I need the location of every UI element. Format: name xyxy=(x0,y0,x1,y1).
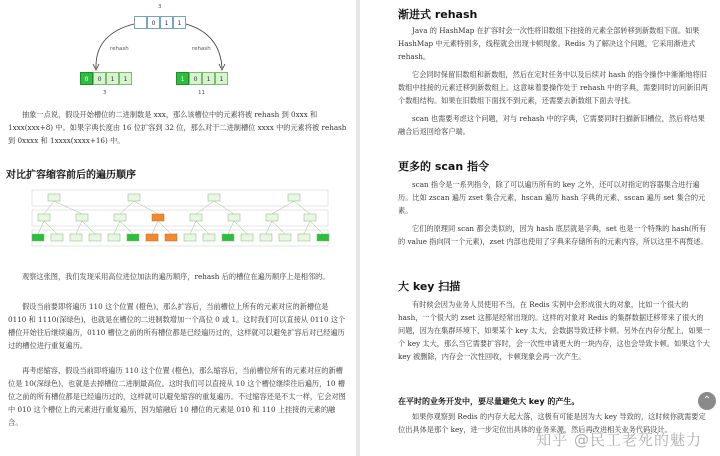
traversal-slot xyxy=(208,194,220,201)
rehash-explain-paragraph: 抽象一点说，假设开始槽位的二进制数是 xxx，那么该槽位中的元素将被 rehash 到 0xxx 和 1xxx(xxx+8) 中。如果字典长度由 16 位扩容到 32 位，那么对于二进制槽位 xxxx 中的元素将被 rehash 到 0xxxx 和 1xxxx(xxxx+16) 中。 xyxy=(8,110,347,145)
top-cell: 1 xyxy=(173,16,186,29)
traversal-slot xyxy=(146,234,158,241)
traversal-slot xyxy=(38,214,50,221)
traversal-slot xyxy=(51,234,63,241)
heading-progressive-rehash: 渐进式 rehash xyxy=(398,8,478,21)
scan-family-paragraph: scan 指令是一系列指令，除了可以遍历所有的 key 之外，还可以对指定的容器集合进行遍历。比如 zscan 遍历 zset 集合元素，hscan 遍历 hash 字典的元素、sscan 遍历 set 集合的元素。 xyxy=(398,180,706,215)
observe-paragraph: 观察这张图，我们发现采用高位进位加法的遍历顺序，rehash 后的槽位在遍历顺序上是相邻的。 xyxy=(22,272,330,281)
traversal-slot xyxy=(128,194,140,201)
bottom-right-index: 11 xyxy=(198,90,205,96)
traversal-slot xyxy=(317,234,329,241)
traversal-slot xyxy=(228,214,240,221)
traversal-edge xyxy=(196,221,209,234)
traversal-slot xyxy=(288,194,300,201)
traversal-edge xyxy=(272,201,294,214)
traversal-edge xyxy=(214,201,234,214)
traversal-edge xyxy=(44,201,54,214)
rehash-arrows xyxy=(70,4,290,102)
traversal-slot xyxy=(260,234,272,241)
expand-paragraph: 假设当前要即将遍历 110 这个位置 (橙色)，那么扩容后，当前槽位上所有的元素对应的新槽位是 0110 和 1110(深绿色)，也就是在槽位的二进制数增加一个高位 0 或 1。这时我们可以直接从 0110 这个槽位开始往后继续遍历，0110 槽位之前的所有槽位都是已经遍历过的，这样就可以避免扩容后对已经遍历过的槽位进行重复遍历。 xyxy=(8,302,346,350)
top-index-label: 3 xyxy=(158,4,162,10)
traversal-edge xyxy=(120,201,134,214)
traversal-edge xyxy=(234,221,247,234)
traversal-edge xyxy=(304,221,310,234)
big-key-paragraph: 有时候会因为业务人员使用不当，在 Redis 实例中会形成很大的对象，比如一个很大的 hash，一个很大的 zset 这都是经常出现的。这样的对象对 Redis 的集群数据迁移带来了很大的问题，因为在集群环境下，如果某个 key 太大，会数据导致迁移卡顿。另外在内存分配上，如果一个 key 太大，那么当它需要扩容时，会一次性申请更大的一块内存，这也会导致卡顿。如果这个大 key 被删除，内存会一次性回收，卡顿现象会再一次产生。 xyxy=(398,300,710,361)
left-page xyxy=(0,0,356,456)
heading-more-scan: 更多的 scan 指令 xyxy=(398,160,489,173)
rehash-split-diagram xyxy=(70,4,290,102)
shrink-paragraph: 再考虑缩容，假设当前即将遍历 110 这个位置 (橙色)，那么缩容后，当前槽位所有的元素对应的新槽位是 10(深绿色)，也就是去掉槽位二进制最高位。这时我们可以直接从 10 这个槽位继续往后遍历，10 槽位之前的所有槽位都是已经遍历过的，这样就可以避免缩容的重复遍历。不过缩容还是不太一样，它会对图中 010 这个槽位上的元素进行重复遍历，因为缩融后 10 槽位的元素是 010 和 110 上挂接的元素的融合。 xyxy=(8,366,346,427)
traversal-slot xyxy=(184,234,196,241)
locate-big-key-paragraph: 如果你观察到 Redis 的内存大起大落，这极有可能是因为大 key 导致的，这时候你就需要定位出具体是那个 key，进一步定位出具体的业务来源，然后再改进相关业务代码设计。 xyxy=(398,412,706,434)
scroll-up-icon[interactable]: ⌃ xyxy=(698,392,716,410)
scan-principle-paragraph: 它们的原理同 scan 都会类似的，因为 hash 底层就是字典，set 也是一个特殊的 hash(所有的 value 指向同一个元素)，zset 内部也使用了字典来存储所有的元素内容，所以这里不再赘述。 xyxy=(398,224,708,246)
traversal-slot xyxy=(89,234,101,241)
traversal-order-diagram xyxy=(14,186,342,260)
traversal-slot xyxy=(279,234,291,241)
traversal-edge xyxy=(54,201,82,214)
rehash-left-label: rehash xyxy=(110,46,129,52)
traversal-edge xyxy=(228,221,234,234)
traversal-edge xyxy=(82,221,95,234)
traversal-edge xyxy=(134,201,158,214)
bottom-left-cell: 0 xyxy=(93,72,106,85)
traversal-slot xyxy=(203,234,215,241)
traversal-edge xyxy=(152,221,158,234)
bottom-right-cell: 1 xyxy=(215,72,228,85)
rehash-right-label: rehash xyxy=(192,46,211,52)
bottom-left-index: 3 xyxy=(103,90,107,96)
top-cell: 0 xyxy=(147,16,160,29)
top-cell: 1 xyxy=(160,16,173,29)
section-heading: 对比扩容缩容前后的遍历顺序 xyxy=(6,170,136,181)
traversal-slot xyxy=(222,234,234,241)
traversal-edge xyxy=(196,201,214,214)
traversal-slot xyxy=(298,234,310,241)
dual-array-paragraph: 它会同时保留旧数组和新数组，然后在定时任务中以及后续对 hash 的指令操作中渐渐地将旧数组中挂接的元素迁移到新数组上。这意味着要操作处于 rehash 中的字典，需要同时访问新旧两个数组结构。如果在旧数组下面找不到元素，还需要去新数组下面去寻找。 xyxy=(398,70,708,105)
traversal-edge xyxy=(114,221,120,234)
traversal-slot xyxy=(304,214,316,221)
traversal-slot xyxy=(76,214,88,221)
traversal-slot xyxy=(241,234,253,241)
heading-big-key: 大 key 扫描 xyxy=(398,280,461,293)
traversal-edge xyxy=(266,221,272,234)
traversal-edge xyxy=(310,221,323,234)
bottom-left-cell: 1 xyxy=(106,72,119,85)
traversal-edge xyxy=(158,221,171,234)
traversal-edge xyxy=(190,221,196,234)
bottom-right-cell: 1 xyxy=(202,72,215,85)
heading-avoid-big-key: 在平时的业务开发中，要尽量避免大 key 的产生。 xyxy=(398,397,580,406)
bottom-right-cell: 0 xyxy=(189,72,202,85)
traversal-slot xyxy=(190,214,202,221)
traversal-slot xyxy=(32,234,44,241)
traversal-slot xyxy=(266,214,278,221)
traversal-slot xyxy=(165,234,177,241)
hashmap-paragraph: Java 的 HashMap 在扩容时会一次性将旧数组下挂接的元素全部转移到新数组下面。如果 HashMap 中元素特别多，线程就会出现卡顿现象。Redis 为了解决这个问题，它采用渐进式 rehash。 xyxy=(398,26,700,61)
traversal-slot xyxy=(127,234,139,241)
traversal-slot xyxy=(152,214,164,221)
traversal-slot xyxy=(108,234,120,241)
traversal-edge xyxy=(76,221,82,234)
bottom-left-cell: 0 xyxy=(80,72,93,85)
watermark: 知乎 @民工老死的魅力 xyxy=(536,431,702,449)
right-page xyxy=(360,0,720,456)
traversal-edge xyxy=(294,201,310,214)
bottom-right-cell: 1 xyxy=(176,72,189,85)
traversal-edge xyxy=(38,221,44,234)
traversal-edge xyxy=(272,221,285,234)
traversal-edge xyxy=(44,221,57,234)
traversal-edge xyxy=(120,221,133,234)
scan-rehash-paragraph: scan 也需要考虑这个问题，对与 rehash 中的字典，它需要同时扫描新旧槽位，然后将结果融合后返回给客户端。 xyxy=(398,114,705,136)
traversal-slot xyxy=(114,214,126,221)
bottom-left-cell: 1 xyxy=(119,72,132,85)
traversal-slot xyxy=(48,194,60,201)
traversal-slot xyxy=(70,234,82,241)
